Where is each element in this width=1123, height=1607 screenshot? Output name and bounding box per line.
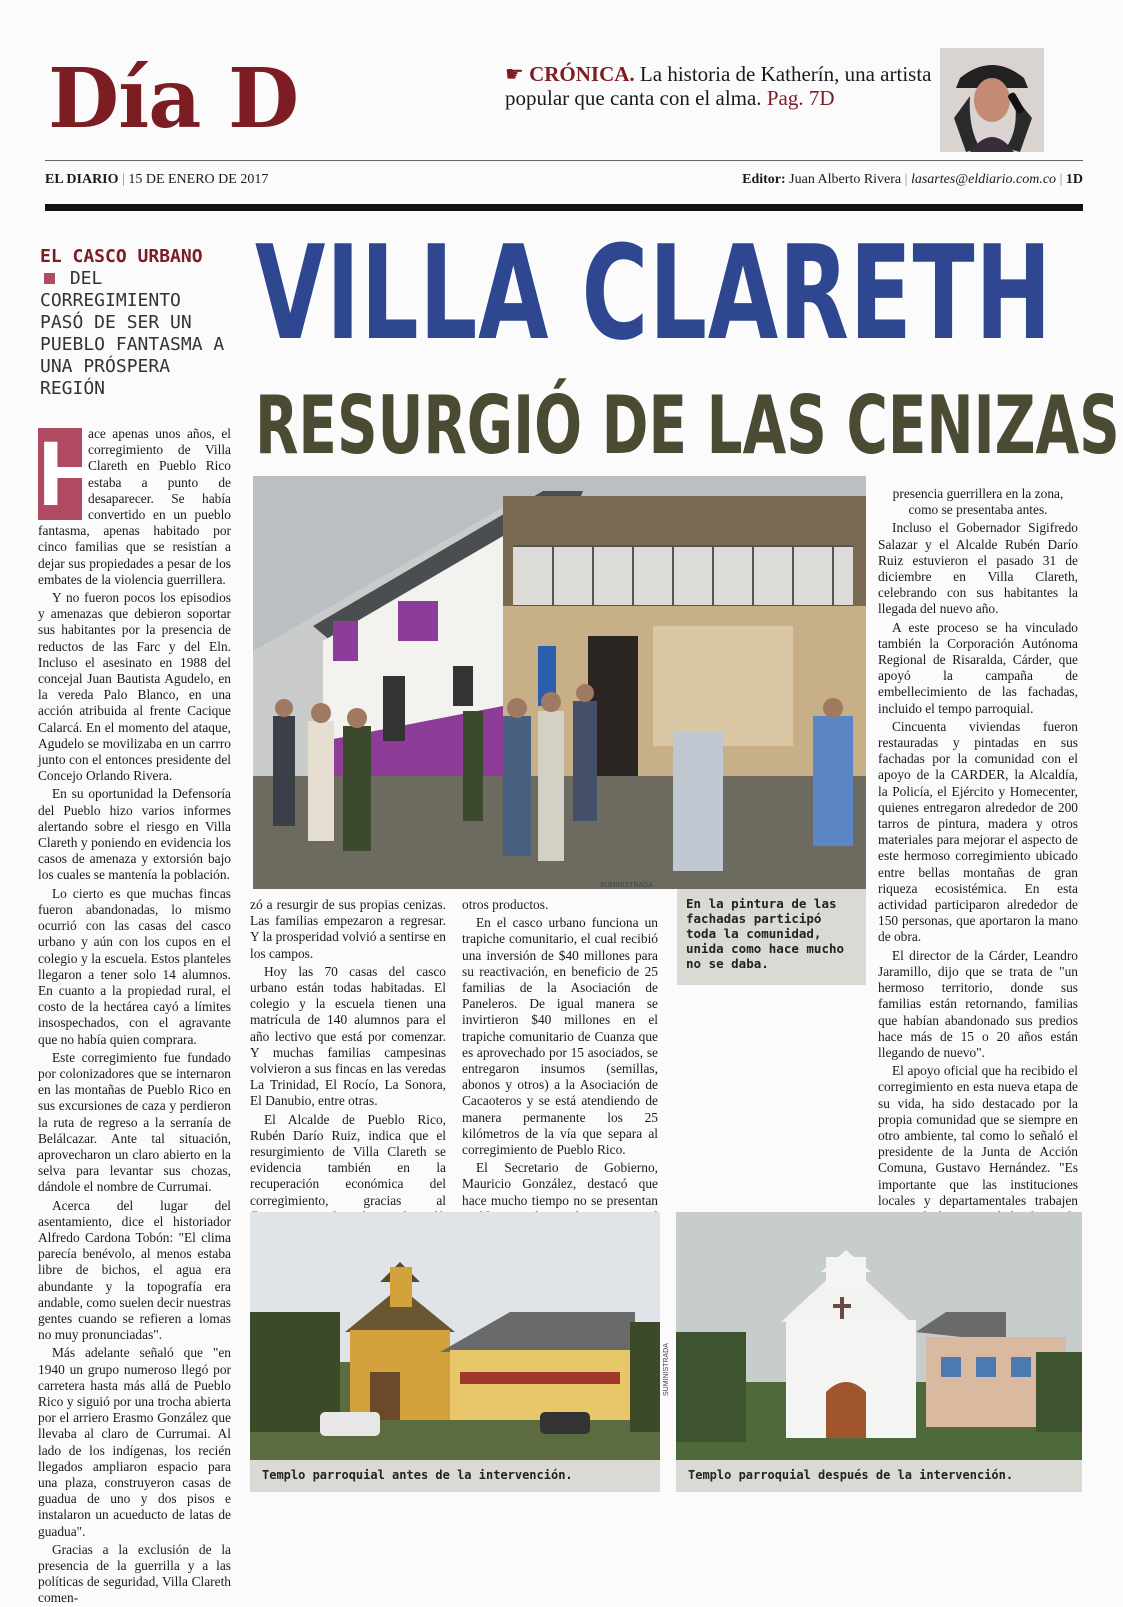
singer-photo [940, 48, 1044, 152]
paragraph: Lo cierto es que muchas fincas fueron abandonadas, lo mismo ocurrió con las casas del casco urbano y aún con los cupos en el colegio y la escuela. Estos planteles llegaron a tener solo 14 alumnos. En cuanto a la propiedad rural, el costo de la hectárea cayó a límites insospechados, con el agravante que no había quien comprara. [38, 885, 231, 1047]
paragraph: El apoyo oficial que ha recibido el corregimiento en esta nueva etapa de su vida, ha sido destacado por la propia comunidad que se siempre en otro ambiente, tal como lo señaló el presidente de la Junta de Acción Comuna, Gustavo Hernández. "Es importante que las instituciones locales y departamentales trabajen [878, 1063, 1078, 1208]
article-kicker [40, 246, 232, 400]
paragraph: El Alcalde de Pueblo Rico, Rubén Darío Ruiz, indica que el resurgimiento de Villa Clareth se evidencia también en la recuperación económica del corregimiento, gracias al [250, 1111, 446, 1208]
kicker-text: DEL CORREGIMIENTO PASÓ DE SER UN PUEBLO FANTASMA A UNA PRÓSPERA REGIÓN [40, 268, 225, 399]
paragraph: otros productos. [462, 897, 549, 912]
paragraph: En su oportunidad la Defensoría del Pueblo hizo varios informes alertando sobre el riesgo en Villa Clareth y poniendo en evidencia los casos de amenaza y extorsión bajo los cuales se mantenía la población. [38, 786, 231, 883]
kicker-highlight: EL CASCO URBANO [40, 246, 203, 267]
paragraph: ace apenas unos años, el corregimiento de Villa Clareth en Pueblo Rico estaba a punto de desaparecer. Se había convertido en un pueblo fantasma, apenas habitado por cinco familias que se resistían a dejar sus propiedades a pesar de los embates de la violencia guerrillera. [38, 426, 231, 587]
paragraph: Incluso el Gobernador Sigifredo Salazar y el Alcalde Rubén Darío Ruiz estuvieron el pasado 31 de diciembre en Villa Clareth, celebrando con sus habitantes la llegada del nuevo año. [878, 520, 1078, 617]
paragraph: presencia guerrillera en la zona, como se presentaba antes. [892, 486, 1064, 518]
paragraph: Acerca del lugar del asentamiento, dice el historiador Alfredo Cardona Tobón: "El clima parecía benévolo, al menos estaba libre de bichos, el agua era abundante y la topografía era andable, como suelen decir nuestras gentes cuando se refieren a lomas no muy pronunciadas". [38, 1197, 231, 1343]
article-column-4 [878, 486, 1078, 1206]
edition-date: 15 DE ENERO DE 2017 [128, 172, 269, 187]
paragraph: El director de la Cárder, Leandro Jaramillo, dijo que se trata de "un hermoso territorio, donde sus familias están retornando, familias que habían abandonado sus predios hace más de 15 o 20 años están llegando de nuevo". [878, 947, 1078, 1060]
photo-credit-vertical: SUMINISTRADA [663, 1343, 670, 1396]
editor-name: Juan Alberto Rivera [789, 172, 902, 187]
teaser[interactable] [505, 62, 935, 110]
drop-cap: H [38, 423, 105, 525]
paragraph: Hoy las 70 casas del casco urbano están todas habitadas. El colegio y la escuela tienen una matrícula de 140 alumnos para el año lectivo que está por comenzar. Y muchas familias campesinas volvieron a sus fincas en las veredas La Trinidad, El Rocío, La Sonora, El Danubio, entre otras. [250, 963, 446, 1109]
subheadline: RESURGIÓ DE LAS CENIZAS [255, 379, 1120, 472]
section-logo: Día D [48, 51, 299, 147]
header-rule [45, 160, 1083, 161]
article-column-2 [250, 897, 446, 1207]
main-photo [253, 476, 866, 889]
editor-email[interactable]: lasartes@eldiario.com.co [910, 172, 1057, 187]
editor-info: Editor: Juan Alberto Rivera | lasartes@eldiario.com.co | 1D [742, 172, 1083, 187]
paragraph: En el casco urbano funciona un trapiche comunitario, el cual recibió una inversión de $40 millones para su reactivación, en beneficio de 25 familias de la Asociación de Paneleros. De igual manera se invirtieron $40 millones en el trapiche comunitario de Cuanza que es aprovechado por 15 asociados, se entregaron insumos (semillas, abonos y otros) a la Asociación de Cacaoteros y se está atendiendo de manera permanente los 25 kilómetros de la vía que separa al corregimiento de Pueblo Rico. [462, 915, 658, 1158]
page-number: 1D [1065, 172, 1083, 187]
paragraph: A este proceso se ha vinculado también la Corporación Autónoma Regional de Risaralda, Cárder, que apoyó la campaña de embellecimiento de las fachadas, incluido el tempo parroquial. [878, 619, 1078, 716]
newspaper-name: EL DIARIO [45, 172, 119, 187]
headline: VILLA CLARETH [255, 217, 1053, 369]
paragraph: Gracias a la exclusión de la presencia de la guerrilla y a las políticas de seguridad, Villa Clareth comen- [38, 1541, 231, 1606]
paragraph: zó a resurgir de sus propias cenizas. Las familias empezaron a regresar. Y la prosperidad volvió a sentirse en los campos. [250, 897, 446, 961]
article-column-3 [462, 897, 658, 1207]
paragraph: Este corregimiento fue fundado por colonizadores que se internaron en las montañas de Pueblo Rico en sus excursiones de caza y perdieron la ruta de regreso a la serranía de Belálcazar. Ante tal situación, aprovecharon un claro abierto en la selva para levantar sus chozas, dándole el nombre de Currumai. [38, 1049, 231, 1195]
main-photo-caption: En la pintura de las fachadas participó toda la comunidad, unida como hace mucho no se daba. [686, 896, 845, 971]
teaser-page: Pag. 7D [766, 86, 835, 110]
photo-credit: SUMINISTRADA [600, 882, 653, 889]
church-before-photo [250, 1212, 660, 1460]
paragraph: Más adelante señaló que "en 1940 un grupo numeroso llegó por carretera hasta más allá de Pueblo Rico y siguió por una trocha abierta por el arriero Erasmo González que llevaba al claro de Currumai. Al lado de los indígenas, los recién llegados ampliaron espacio para una plaza, construyeron casas de guadua de uno y dos pisos e instalaron un acueducto de latas de guadua". [38, 1345, 231, 1539]
kicker-square-icon [44, 273, 55, 284]
section-rule [45, 204, 1083, 211]
after-photo-caption: Templo parroquial después de la intervención. [688, 1468, 1014, 1482]
church-after-photo [676, 1212, 1082, 1460]
article-column-1 [38, 423, 231, 1606]
paragraph: Cincuenta viviendas fueron restauradas y pintadas en sus fachadas por la comunidad con el apoyo de la CARDER, la Alcaldía, la Policía, el Ejército y Homecenter, quienes entregaron alrededor de 200 tarros de pintura, madera y otros materiales para mejorar el aspecto de este hermoso corregimiento ubicado entre bellas montañas de gran riqueza ecosistémica. En esta actividad participaron alrededor de 150 personas, que aportaron la mano de obra. [878, 718, 1078, 945]
pointing-hand-icon: ☛ [505, 62, 524, 86]
teaser-kicker: CRÓNICA. [529, 62, 635, 86]
teaser-text: La historia de Katherín, una artista popular que canta con el alma. [505, 62, 932, 110]
edition-info: EL DIARIO | 15 DE ENERO DE 2017 [45, 172, 269, 187]
before-photo-caption: Templo parroquial antes de la intervención. [262, 1468, 573, 1482]
paragraph: Y no fueron pocos los episodios y amenazas que debieron soportar sus habitantes por la presencia de reductos de las Farc y del Eln. Incluso el asesinato en 1988 del concejal Juan Bautista Agudelo, en la vereda Palo Blanco, en una acción atribuida al frente Cacique Calarcá. En el momento del ataque, Agudelo se movilizaba en un carrro junto con el entonces presidente del Concejo Orlando Rivera. [38, 590, 231, 784]
paragraph: El Secretario de Gobierno, Mauricio González, destacó que hace mucho tiempo no se presentan [462, 1160, 658, 1208]
editor-label: Editor: [742, 172, 786, 187]
